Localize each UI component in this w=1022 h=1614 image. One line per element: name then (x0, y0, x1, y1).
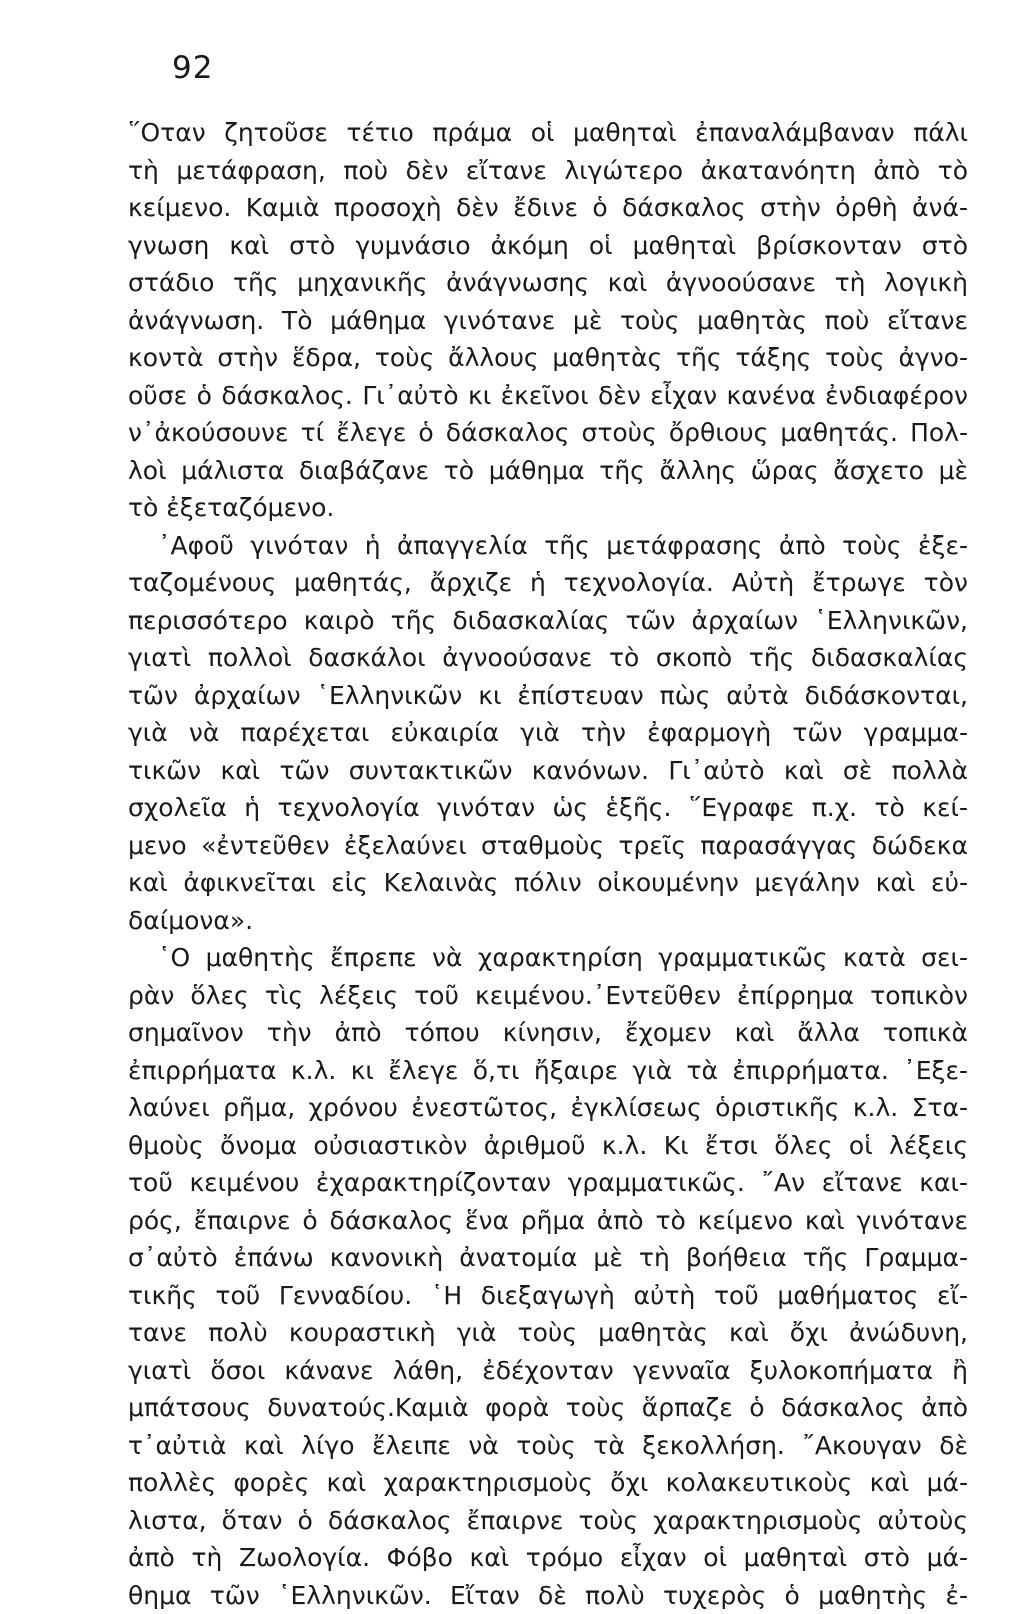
text-line: ἐπιρρήματα κ.λ. κι ἔλεγε ὅ,τι ἤξαιρε γιὰ τὰ ἐπιρρήματα. ᾽Εξε- (128, 1052, 968, 1090)
page-number: 92 (172, 50, 213, 86)
text-line: κοντὰ στὴν ἕδρα, τοὺς ἄλλους μαθητὰς τῆς τάξης τοὺς ἀγνο- (128, 339, 968, 377)
text-line: κείμενο. Καμιὰ προσοχὴ δὲν ἔδινε ὁ δάσκαλος στὴν ὀρθὴ ἀνά- (128, 189, 968, 227)
text-line: πολλὲς φορὲς καὶ χαρακτηρισμοὺς ὄχι κολακευτικοὺς καὶ μά- (128, 1464, 968, 1502)
text-line: δαίμονα». (128, 902, 968, 940)
text-line: ν᾽ἀκούσουνε τί ἔλεγε ὁ δάσκαλος στοὺς ὄρθιους μαθητάς. Πολ- (128, 414, 968, 452)
text-line: σχολεῖα ἡ τεχνολογία γινόταν ὡς ἑξῆς. ῞Εγραφε π.χ. τὸ κεί- (128, 789, 968, 827)
text-line: ρὰν ὅλες τὶς λέξεις τοῦ κειμένου.᾽Εντεῦθεν ἐπίρρημα τοπικὸν (128, 977, 968, 1015)
text-line: καὶ ἀφικνεῖται εἰς Κελαινὰς πόλιν οἰκουμένην μεγάλην καὶ εὐ- (128, 864, 968, 902)
text-line: θμοὺς ὄνομα οὐσιαστικὸν ἀριθμοῦ κ.λ. Κι ἔτσι ὅλες οἱ λέξεις (128, 1127, 968, 1165)
text-line: γιατὶ ὅσοι κάνανε λάθη, ἐδέχονταν γενναῖα ξυλοκοπήματα ἢ (128, 1352, 968, 1390)
text-line: γνωση καὶ στὸ γυμνάσιο ἀκόμη οἱ μαθηταὶ βρίσκονταν στὸ (128, 227, 968, 265)
text-line: λιστα, ὅταν ὁ δάσκαλος ἔπαιρνε τοὺς χαρακτηρισμοὺς αὐτοὺς (128, 1502, 968, 1540)
text-line: οῦσε ὁ δάσκαλος. Γι᾽αὐτὸ κι ἐκεῖνοι δὲν εἶχαν κανένα ἐνδιαφέρον (128, 377, 968, 415)
text-line: ταζομένους μαθητάς, ἄρχιζε ἡ τεχνολογία. Αὐτὴ ἔτρωγε τὸν (128, 564, 968, 602)
text-line: σ᾽αὐτὸ ἐπάνω κανονικὴ ἀνατομία μὲ τὴ βοήθεια τῆς Γραμμα- (128, 1239, 968, 1277)
text-line: ρός, ἔπαιρνε ὁ δάσκαλος ἕνα ρῆμα ἀπὸ τὸ κείμενο καὶ γινότανε (128, 1202, 968, 1240)
text-line: μενο «ἐντεῦθεν ἐξελαύνει σταθμοὺς τρεῖς παρασάγγας δώδεκα (128, 827, 968, 865)
body-text (128, 114, 968, 1614)
text-line: γιατὶ πολλοὶ δασκάλοι ἀγνοούσανε τὸ σκοπὸ τῆς διδασκαλίας (128, 639, 968, 677)
text-line: τὸ ἐξεταζόμενο. (128, 489, 968, 527)
text-line: τανε πολὺ κουραστικὴ γιὰ τοὺς μαθητὰς καὶ ὄχι ἀνώδυνη, (128, 1314, 968, 1352)
text-line: ῾Ο μαθητὴς ἔπρεπε νὰ χαρακτηρίση γραμματικῶς κατὰ σει- (128, 939, 968, 977)
text-line: ᾽Αφοῦ γινόταν ἡ ἀπαγγελία τῆς μετάφρασης ἀπὸ τοὺς ἐξε- (128, 527, 968, 565)
text-line: στάδιο τῆς μηχανικῆς ἀνάγνωσης καὶ ἀγνοούσανε τὴ λογικὴ (128, 264, 968, 302)
text-line: σημαῖνον τὴν ἀπὸ τόπου κίνησιν, ἔχομεν καὶ ἄλλα τοπικὰ (128, 1014, 968, 1052)
text-line: ῞Οταν ζητοῦσε τέτιο πράμα οἱ μαθηταὶ ἐπαναλάμβαναν πάλι (128, 114, 968, 152)
text-line: τοῦ κειμένου ἐχαρακτηρίζονταν γραμματικῶς. ῎Αν εἴτανε και- (128, 1164, 968, 1202)
text-line: ἀπὸ τὴ Ζωολογία. Φόβο καὶ τρόμο εἶχαν οἱ μαθηταὶ στὸ μά- (128, 1539, 968, 1577)
text-line: ἀνάγνωση. Τὸ μάθημα γινότανε μὲ τοὺς μαθητὰς ποὺ εἴτανε (128, 302, 968, 340)
text-line: τικῆς τοῦ Γενναδίου. ῾Η διεξαγωγὴ αὐτὴ τοῦ μαθήματος εἴ- (128, 1277, 968, 1315)
text-line: τὴ μετάφραση, ποὺ δὲν εἴτανε λιγώτερο ἀκατανόητη ἀπὸ τὸ (128, 152, 968, 190)
text-line: λοὶ μάλιστα διαβάζανε τὸ μάθημα τῆς ἄλλης ὥρας ἄσχετο μὲ (128, 452, 968, 490)
text-line: γιὰ νὰ παρέχεται εὐκαιρία γιὰ τὴν ἐφαρμογὴ τῶν γραμμα- (128, 714, 968, 752)
text-line: περισσότερο καιρὸ τῆς διδασκαλίας τῶν ἀρχαίων ῾Ελληνικῶν, (128, 602, 968, 640)
text-line: λαύνει ρῆμα, χρόνου ἐνεστῶτος, ἐγκλίσεως ὁριστικῆς κ.λ. Στα- (128, 1089, 968, 1127)
text-line: τῶν ἀρχαίων ῾Ελληνικῶν κι ἐπίστευαν πὼς αὐτὰ διδάσκονται, (128, 677, 968, 715)
text-line: μπάτσους δυνατούς.Καμιὰ φορὰ τοὺς ἅρπαζε ὁ δάσκαλος ἀπὸ (128, 1389, 968, 1427)
text-line: θημα τῶν ῾Ελληνικῶν. Εἴταν δὲ πολὺ τυχερὸς ὁ μαθητὴς ἐ- (128, 1577, 968, 1614)
text-line: τικῶν καὶ τῶν συντακτικῶν κανόνων. Γι᾽αὐτὸ καὶ σὲ πολλὰ (128, 752, 968, 790)
text-line: τ᾽αὐτιὰ καὶ λίγο ἔλειπε νὰ τοὺς τὰ ξεκολλήση. ῎Ακουγαν δὲ (128, 1427, 968, 1465)
